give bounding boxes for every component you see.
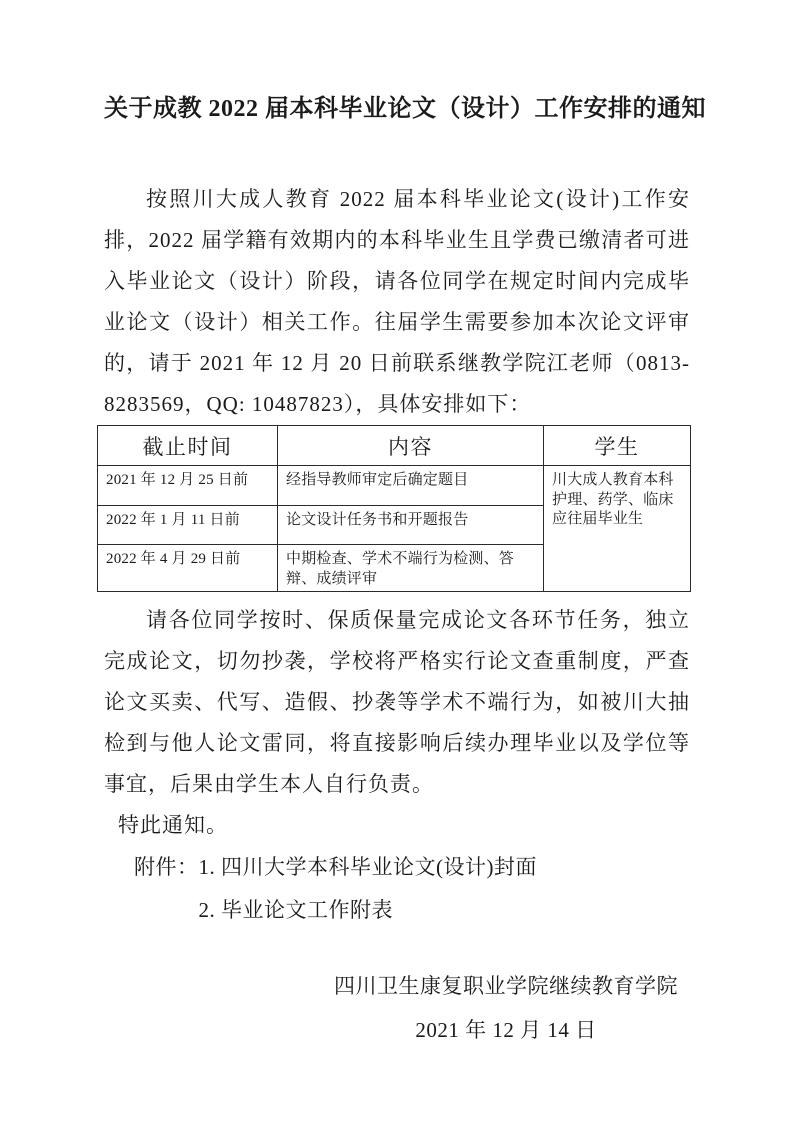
attachment-item: 2. 毕业论文工作附表	[198, 898, 393, 922]
intro-paragraph: 按照川大成人教育 2022 届本科毕业论文(设计)工作安排，2022 届学籍有效期内的本科毕业生且学费已缴清者可进入毕业论文（设计）阶段，请各位同学在规定时间内完成毕业论文（设计）相关工作。往届学生需要参加本次论文评审的，请于 2021 年 12 月 20 日前联系继教学院江老师（0813-8283569，QQ: 10487823），具体安排如下：	[104, 187, 690, 416]
column-header-students: 学生	[544, 426, 691, 466]
document-content	[104, 88, 706, 1052]
signature-date: 2021 年 12 月 14 日	[415, 1018, 597, 1042]
table-row	[98, 466, 691, 506]
content-cell: 经指导教师审定后确定题目	[278, 466, 544, 506]
notice-line: 特此通知。	[118, 813, 228, 837]
attachments-list	[199, 846, 691, 932]
deadline-cell: 2022 年 4 月 29 日前	[98, 545, 278, 592]
signature-block	[334, 964, 678, 1052]
document-title: 关于成教 2022 届本科毕业论文（设计）工作安排的通知	[104, 96, 706, 122]
attachments-block	[134, 846, 690, 932]
column-header-content: 内容	[278, 426, 544, 466]
students-merged-cell: 川大成人教育本科护理、药学、临床应往届毕业生	[544, 466, 691, 592]
warning-paragraph: 请各位同学按时、保质保量完成论文各环节任务，独立完成论文，切勿抄袭，学校将严格实行论文查重制度，严查论文买卖、代写、造假、抄袭等学术不端行为，如被川大抽检到与他人论文雷同，将直接影响后续办理毕业以及学位等事宜，后果由学生本人自行负责。	[104, 608, 690, 796]
content-cell: 中期检查、学术不端行为检测、答辩、成绩评审	[278, 545, 544, 592]
signature-organization: 四川卫生康复职业学院继续教育学院	[334, 974, 678, 998]
attachment-item: 1. 四川大学本科毕业论文(设计)封面	[198, 855, 537, 879]
table-header-row	[98, 426, 691, 466]
column-header-deadline: 截止时间	[98, 426, 278, 466]
attachments-label: 附件：	[134, 855, 199, 879]
schedule-table	[97, 425, 691, 592]
deadline-cell: 2021 年 12 月 25 日前	[98, 466, 278, 506]
deadline-cell: 2022 年 1 月 11 日前	[98, 506, 278, 545]
content-cell: 论文设计任务书和开题报告	[278, 506, 544, 545]
